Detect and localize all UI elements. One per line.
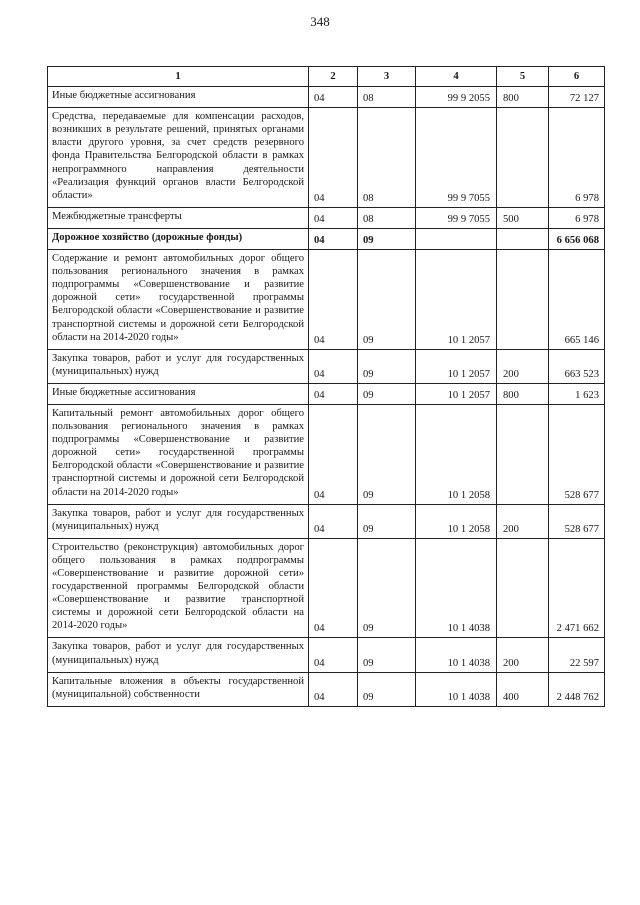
table-row (48, 638, 605, 672)
row-expense-type: 200 (497, 638, 549, 672)
row-target-article: 10 1 2058 (416, 504, 497, 538)
row-amount: 528 677 (549, 504, 605, 538)
row-target-article: 10 1 2057 (416, 349, 497, 383)
row-subsection-code: 09 (358, 250, 416, 350)
table-row (48, 228, 605, 249)
table-header-row (48, 67, 605, 87)
budget-table (47, 66, 605, 707)
row-expense-type: 200 (497, 504, 549, 538)
table-row (48, 87, 605, 108)
row-section-code: 04 (309, 538, 358, 638)
table-row (48, 504, 605, 538)
row-subsection-code: 09 (358, 349, 416, 383)
row-section-code: 04 (309, 250, 358, 350)
row-amount: 6 978 (549, 108, 605, 208)
row-subsection-code: 08 (358, 87, 416, 108)
row-name: Межбюджетные трансферты (48, 207, 309, 228)
row-expense-type: 800 (497, 87, 549, 108)
row-name: Закупка товаров, работ и услуг для государственных (муниципальных) нужд (48, 349, 309, 383)
row-amount: 528 677 (549, 404, 605, 504)
row-subsection-code: 09 (358, 228, 416, 249)
row-name: Дорожное хозяйство (дорожные фонды) (48, 228, 309, 249)
row-expense-type (497, 108, 549, 208)
row-section-code: 04 (309, 87, 358, 108)
row-section-code: 04 (309, 383, 358, 404)
row-subsection-code: 09 (358, 672, 416, 706)
table-row (48, 404, 605, 504)
table-row (48, 207, 605, 228)
row-amount: 2 471 662 (549, 538, 605, 638)
row-target-article: 10 1 4038 (416, 672, 497, 706)
table-row (48, 349, 605, 383)
column-header: 2 (309, 67, 358, 87)
table-row (48, 108, 605, 208)
row-target-article: 10 1 2058 (416, 404, 497, 504)
row-amount: 6 978 (549, 207, 605, 228)
row-target-article: 10 1 4038 (416, 638, 497, 672)
row-target-article: 99 9 7055 (416, 207, 497, 228)
row-amount: 665 146 (549, 250, 605, 350)
row-subsection-code: 08 (358, 207, 416, 228)
row-name: Закупка товаров, работ и услуг для государственных (муниципальных) нужд (48, 638, 309, 672)
table-row (48, 538, 605, 638)
page-number: 348 (310, 14, 330, 29)
row-expense-type: 400 (497, 672, 549, 706)
column-header: 3 (358, 67, 416, 87)
row-expense-type: 800 (497, 383, 549, 404)
row-expense-type: 200 (497, 349, 549, 383)
row-section-code: 04 (309, 504, 358, 538)
row-expense-type (497, 404, 549, 504)
row-subsection-code: 09 (358, 383, 416, 404)
row-amount: 72 127 (549, 87, 605, 108)
row-expense-type (497, 250, 549, 350)
row-target-article (416, 228, 497, 249)
table-row (48, 672, 605, 706)
row-name: Иные бюджетные ассигнования (48, 87, 309, 108)
row-name: Средства, передаваемые для компенсации расходов, возникших в результате решений, принятых органами власти другого уровня, за счет средств резервного фонда Правительства Белгородской области в рамках непрограммного направления деятельности «Реализация функций органов власти Белгородской области» (48, 108, 309, 208)
column-header: 1 (48, 67, 309, 87)
row-target-article: 10 1 4038 (416, 538, 497, 638)
row-amount: 663 523 (549, 349, 605, 383)
row-expense-type (497, 538, 549, 638)
row-name: Закупка товаров, работ и услуг для государственных (муниципальных) нужд (48, 504, 309, 538)
row-section-code: 04 (309, 638, 358, 672)
row-name: Капитальный ремонт автомобильных дорог общего пользования регионального значения в рамках подпрограммы «Совершенствование и развитие дорожной сети» государственной программы Белгородской области «Совершенствование и развитие транспортной системы и дорожной сети Белгородской области на 2014-2020 годы» (48, 404, 309, 504)
row-subsection-code: 09 (358, 638, 416, 672)
column-header: 5 (497, 67, 549, 87)
row-amount: 1 623 (549, 383, 605, 404)
column-header: 6 (549, 67, 605, 87)
row-name: Содержание и ремонт автомобильных дорог общего пользования регионального значения в рамках подпрограммы «Совершенствование и развитие дорожной сети» государственной программы Белгородской области «Совершенствование и развитие транспортной системы и дорожной сети Белгородской области на 2014-2020 годы» (48, 250, 309, 350)
column-header: 4 (416, 67, 497, 87)
row-section-code: 04 (309, 108, 358, 208)
row-name: Строительство (реконструкция) автомобильных дорог общего пользования в рамках подпрограммы «Совершенствование и развитие дорожной сети» государственной программы Белгородской области «Совершенствование и развитие транспортной системы и дорожной сети Белгородской области на 2014-2020 годы» (48, 538, 309, 638)
row-expense-type (497, 228, 549, 249)
row-subsection-code: 09 (358, 404, 416, 504)
row-section-code: 04 (309, 207, 358, 228)
table-row (48, 383, 605, 404)
row-amount: 2 448 762 (549, 672, 605, 706)
row-subsection-code: 09 (358, 538, 416, 638)
row-amount: 6 656 068 (549, 228, 605, 249)
row-amount: 22 597 (549, 638, 605, 672)
row-subsection-code: 09 (358, 504, 416, 538)
row-section-code: 04 (309, 228, 358, 249)
row-section-code: 04 (309, 404, 358, 504)
row-target-article: 10 1 2057 (416, 383, 497, 404)
row-section-code: 04 (309, 349, 358, 383)
row-subsection-code: 08 (358, 108, 416, 208)
row-name: Капитальные вложения в объекты государственной (муниципальной) собственности (48, 672, 309, 706)
row-target-article: 99 9 7055 (416, 108, 497, 208)
row-target-article: 10 1 2057 (416, 250, 497, 350)
row-section-code: 04 (309, 672, 358, 706)
row-expense-type: 500 (497, 207, 549, 228)
row-name: Иные бюджетные ассигнования (48, 383, 309, 404)
table-row (48, 250, 605, 350)
row-target-article: 99 9 2055 (416, 87, 497, 108)
